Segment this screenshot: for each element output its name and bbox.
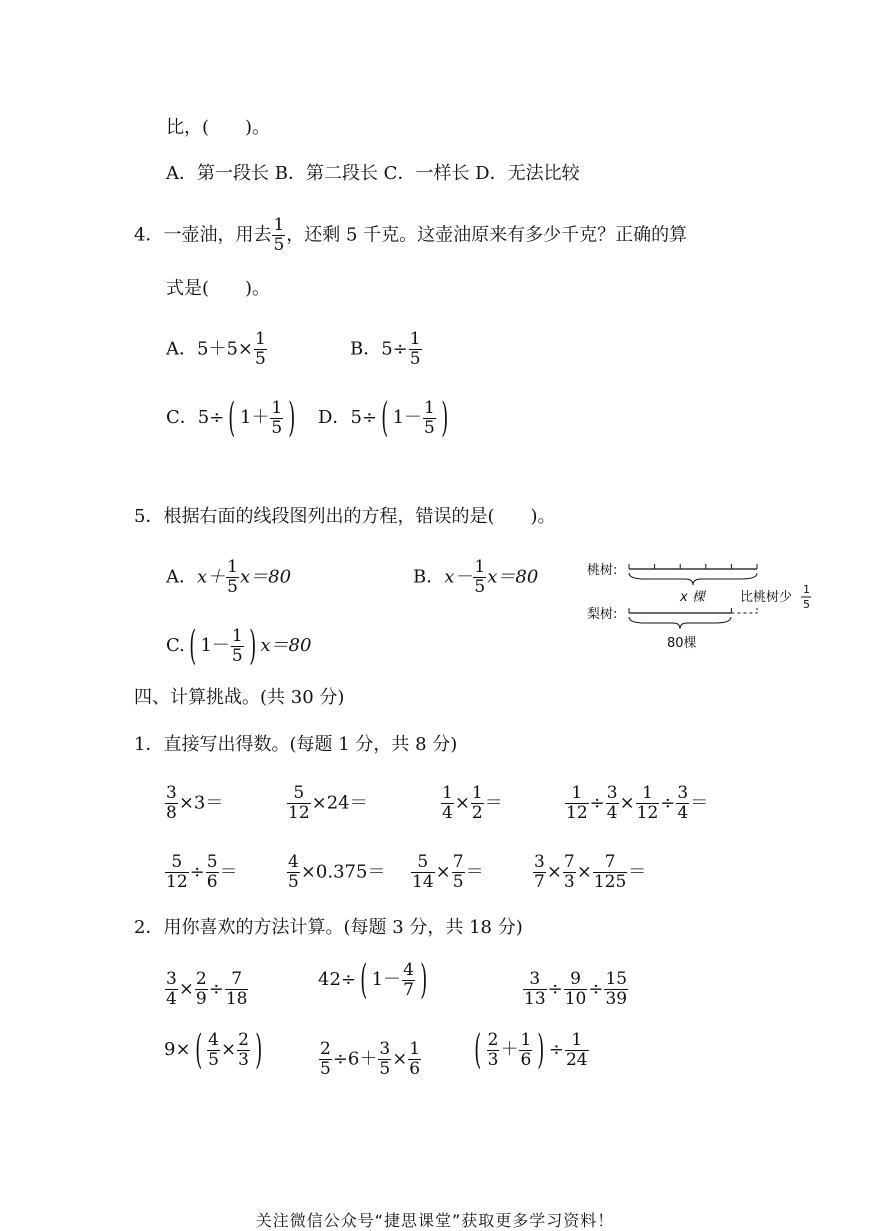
x-label: x 棵 (680, 590, 705, 605)
q4-fraction: $\frac{1}{5}$ (273, 215, 285, 255)
peach-label: 桃树: (587, 563, 618, 578)
p1-r1-b: $\frac{5}{12}$ ×24＝ (288, 783, 368, 823)
pear-label: 梨树: (587, 607, 618, 622)
q5-option-c: C. ( 1－ $\frac{1}{5}$ ) x＝80 (166, 623, 312, 669)
q5-stem: 5．根据右面的线段图列出的方程，错误的是( )。 (134, 506, 556, 527)
line-segment-diagram (585, 555, 825, 660)
q5-option-b: B．x－ $\frac{1}{5}$ x＝80 (413, 557, 539, 597)
p1-r1-c: $\frac{1}{4}$ × $\frac{1}{2}$ ＝ (442, 783, 503, 823)
p2-a: $\frac{3}{4}$ × $\frac{2}{9}$ ÷ $\frac{7}{18}$ (166, 969, 248, 1009)
less-frac-den: 5 (803, 598, 810, 611)
p1-r2-a: $\frac{5}{12}$ ÷ $\frac{5}{6}$ ＝ (166, 852, 238, 892)
footer-note: 关注微信公众号“捷思课堂”获取更多学习资料！ (255, 1211, 615, 1230)
section4-title: 四、计算挑战。(共 30 分) (134, 687, 345, 708)
less-label: 比桃树少 (740, 590, 793, 605)
q4-stem-post: ，还剩 5 千克。这壶油原来有多少千克？正确的算 (286, 224, 688, 246)
q4-option-b: B．5÷ $\frac{1}{5}$ (350, 329, 421, 369)
q4-option-c: C．5÷ ( 1＋ $\frac{1}{5}$ ) (166, 395, 296, 441)
p2-title: 2．用你喜欢的方法计算。(每题 3 分，共 18 分) (134, 917, 523, 938)
p2-d: 9× ( $\frac{4}{5}$ × $\frac{2}{3}$ ) (164, 1027, 263, 1073)
p1-r2-b: $\frac{4}{5}$ ×0.375＝ (288, 852, 386, 892)
less-frac-num: 1 (803, 583, 810, 596)
q4-stem (134, 216, 687, 255)
q4-stem-pre: 4．一壶油，用去 (134, 224, 272, 246)
p1-title: 1．直接写出得数。(每题 1 分，共 8 分) (134, 734, 458, 755)
p1-r2-d: $\frac{3}{7}$ × $\frac{7}{3}$ × $\frac{7}{125}$ ＝ (534, 852, 647, 892)
p1-r1-d: $\frac{1}{12}$ ÷ $\frac{3}{4}$ × $\frac{1}{12}$ ÷ $\frac{3}{4}$ ＝ (566, 783, 709, 823)
q3-tail: 比，( )。 (166, 117, 271, 138)
q4-line2: 式是( )。 (166, 278, 271, 299)
q4-option-d: D．5÷ ( 1－ $\frac{1}{5}$ ) (318, 395, 449, 441)
count-label: 80棵 (667, 636, 697, 651)
q5-option-a: A．x＋ $\frac{1}{5}$ x＝80 (166, 557, 292, 597)
q4-option-a: A．5＋5× $\frac{1}{5}$ (166, 329, 266, 369)
p2-f: ( $\frac{2}{3}$ ＋ $\frac{1}{6}$ ) ÷ $\frac{1}{24}$ (474, 1027, 588, 1073)
p1-r1-a: $\frac{3}{8}$ ×3＝ (166, 783, 224, 823)
p1-r2-c: $\frac{5}{14}$ × $\frac{7}{5}$ ＝ (412, 852, 484, 892)
p2-e: $\frac{2}{5}$ ÷6＋ $\frac{3}{5}$ × $\frac{1}{6}$ (320, 1039, 421, 1079)
p2-b: 42÷ ( 1－ $\frac{4}{7}$ ) (318, 957, 428, 1003)
q3-options: A．第一段长 B．第二段长 C．一样长 D．无法比较 (166, 163, 580, 184)
p2-c: $\frac{3}{13}$ ÷ $\frac{9}{10}$ ÷ $\frac{15}{39}$ (524, 969, 628, 1009)
